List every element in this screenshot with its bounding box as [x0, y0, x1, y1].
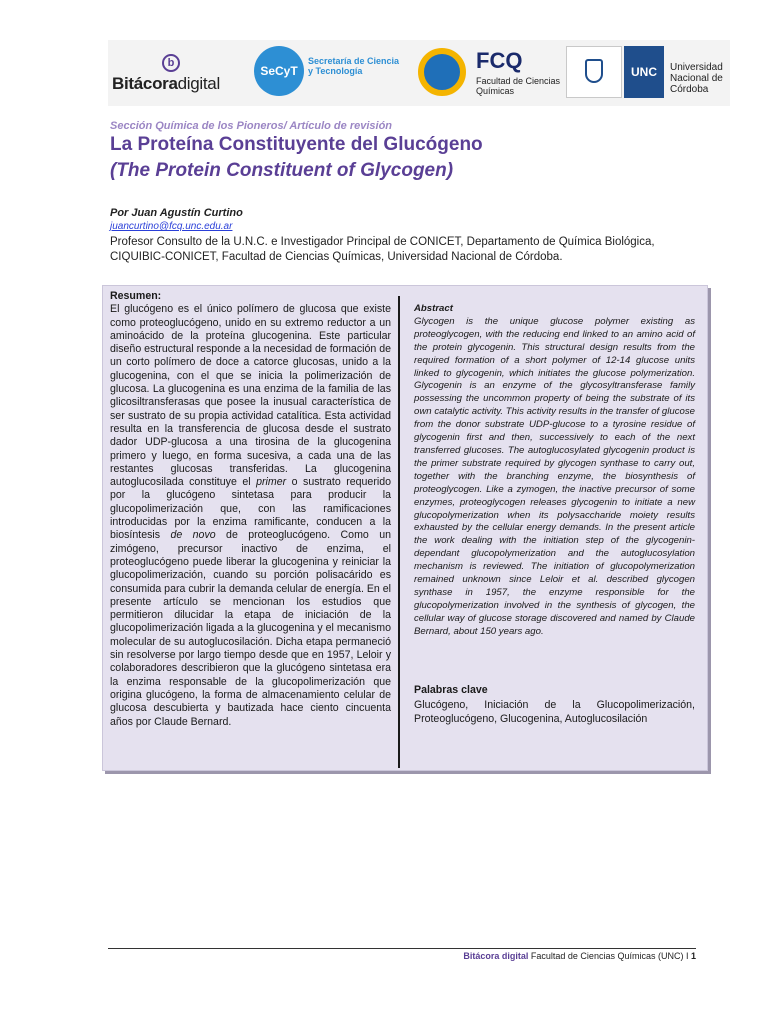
- author-affiliation: Profesor Consulto de la U.N.C. e Investigador Principal de CONICET, Departamento de Química Biológica, CIQUIBIC-CONICET, Facultad de Ciencias Químicas, Universidad Nacional de Córdoba.: [110, 236, 655, 263]
- resumen-text-part2: o sustrato requerido por la glucógeno sintetasa para producir la glucopolimerización que, con las ramificaciones introducidas por la enzima ramificante, conducen a la biosíntesis: [110, 476, 391, 542]
- page-footer: [463, 951, 696, 961]
- footer-brand: Bitácora digital: [463, 951, 529, 961]
- article-subtitle: (The Protein Constituent of Glycogen): [110, 160, 454, 181]
- bitacora-b-icon: b: [162, 54, 180, 72]
- section-label: Sección Química de los Pioneros/ Artículo de revisión: [110, 120, 393, 132]
- resumen-text-part3: de proteoglucógeno. Como un zimógeno, precursor inactivo de enzima, el proteoglucógeno puede liberar la glucogenina y reiniciar la glucopolimerización, cuando su porción polisacárido es consumida para cubrir la demanda celular de energía. En el presente artículo se mencionan los estudios que permitieron dilucidar la etapa de iniciación de la glucopolimerización ligada a la glucogenina y el mecanismo molecular de su autoglucosilación. Dicha etapa permaneció sin resolverse por largo tiempo desde que en 1957, Leloir y colaboradores describieron que la glucógeno sintetasa era la enzima responsable de la glucopolimerización que origina glucógeno, la forma de almacenamiento celular de glucosa descubierta y bautizada hace ciento cincuenta años por Claude Bernard.: [110, 529, 391, 728]
- resumen-heading: Resumen:: [110, 290, 162, 302]
- article-title: La Proteína Constituyente del Glucógeno: [110, 134, 483, 155]
- resumen-em-primer: primer: [256, 476, 287, 489]
- bitacora-logo-bold: Bitácora: [112, 74, 178, 93]
- abstract-heading: Abstract: [414, 303, 453, 314]
- resumen-em-de-novo: de novo: [170, 529, 216, 542]
- secyt-logo: [254, 46, 404, 96]
- column-divider: [398, 296, 400, 768]
- resumen-column: [110, 290, 391, 729]
- fcq-logo: [418, 44, 561, 100]
- keywords-text: Glucógeno, Iniciación de la Glucopolimerización, Proteoglucógeno, Glucogenina, Autoglucosilación: [414, 699, 695, 725]
- fcq-ring-icon: [418, 48, 466, 96]
- author-email-link[interactable]: juancurtino@fcq.unc.edu.ar: [110, 221, 233, 232]
- bitacora-digital-logo: [112, 54, 236, 98]
- fcq-logo-subtitle: Facultad de Ciencias Químicas: [476, 76, 561, 96]
- secyt-logo-text: Secretaría de Ciencia y Tecnología: [308, 56, 400, 76]
- footer-rule: [108, 948, 696, 949]
- fcq-logo-name: FCQ: [476, 48, 523, 73]
- keywords-block: [414, 684, 695, 726]
- footer-text: Facultad de Ciencias Químicas (UNC) I: [530, 951, 689, 961]
- abstract-column: [414, 303, 695, 639]
- page-number: 1: [690, 951, 696, 961]
- unc-seal-icon: [566, 46, 622, 98]
- unc-logo: [566, 46, 726, 98]
- secyt-badge: SeCyT: [254, 46, 304, 96]
- author-name: Por Juan Agustín Curtino: [110, 207, 243, 219]
- resumen-text-part1: El glucógeno es el único polímero de glucosa que existe como proteoglucógeno, unido en su extremo reductor a un aminoácido de la proteína glucogenina. Este particular diseño estructural responde a la necesidad de formación de un corto polímero de doce a catorce glucosas, unido a la glucogenina, con el que se inicia la polimerización de glucosa. La glucogenina es una enzima de la familia de las glicosiltransferasas que posee la inusual característica de ser sustrato de su propia actividad catalítica. Esta actividad resulta en la transferencia de glucosa desde el sustrato dador UDP-glucosa a una tirosina de la glucogenina primero y luego, en forma sucesiva, a cada una de las restantes glucosas transferidas. La glucogenina autoglucosilada constituye el: [110, 303, 391, 489]
- bitacora-logo-regular: digital: [177, 74, 220, 93]
- unc-logo-name: Universidad Nacional de Córdoba: [670, 62, 723, 95]
- unc-badge: UNC: [624, 46, 664, 98]
- abstract-text: Glycogen is the unique glucose polymer existing as proteoglycogen, with the reducing end linked to an amino acid of the protein glycogenin. This structural design results from the required formation of a short polymer of 12-14 glucose units linked to glycogenin, which initiates the glucose polymerization. Glycogenin is an enzyme of the glycosyltransferase family possessing the uncommon property of being the substrate of its own catalytic activity. This activity results in the transfer of glucose from the donor substrate UDP-glucose to a tyrosine residue of glycogenin first and then, successively to each of the next transferred glucoses. The autoglucosylated glycogenin product is the primer substrate required by glycogen synthase to carry out, together with the branching enzyme, the biosynthesis of proteoglycogen. Like a zymogen, the inactive precursor of some enzymes, proteoglycogen releases glycogenin to initiate a new glucopolymerization when its polysaccharide moiety results exhausted by the cellular energy demands. In the present article the work dealing with the initiation step of the glycogenin-dependant glucopolymerization and the autoglucosylation mechanism is reviewed. The initiation of glucopolymerization remained unknown since Leloir et al. described glycogen synthase in 1957, the enzyme responsible for the glucopolymerization involved in the synthesis of glycogen, the cellular way of glucose storage discovered and named by Claude Bernard, about 150 years ago.: [414, 315, 695, 637]
- keywords-heading: Palabras clave: [414, 684, 488, 696]
